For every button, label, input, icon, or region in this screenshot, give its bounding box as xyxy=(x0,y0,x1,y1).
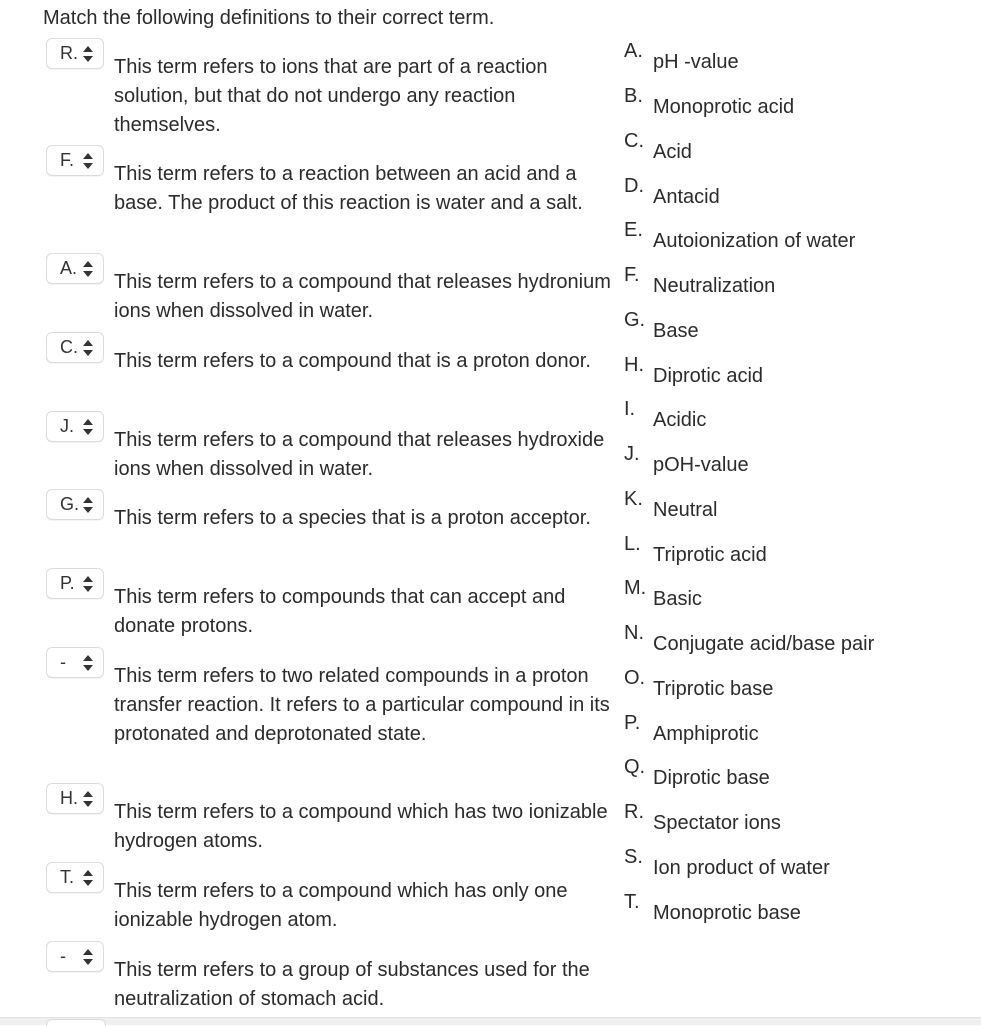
sort-arrows-icon xyxy=(83,949,93,965)
question-text: This term refers to a compound that is a proton donor. xyxy=(114,350,591,372)
option-term: Monoprotic acid xyxy=(653,96,795,118)
answer-select[interactable] xyxy=(46,145,104,176)
option-letter: Q. xyxy=(624,756,646,778)
sort-arrows-icon xyxy=(83,46,93,62)
option-item xyxy=(624,667,974,711)
option-term: pH -value xyxy=(653,51,739,73)
option-item xyxy=(624,488,974,532)
answer-select[interactable] xyxy=(46,568,104,599)
option-letter: O. xyxy=(624,667,646,689)
question-text: This term refers to a group of substances used for the neutralization of stomach acid. xyxy=(114,959,590,1010)
option-term: Diprotic base xyxy=(653,767,770,789)
option-term: Spectator ions xyxy=(653,812,781,834)
question-text: This term refers to a compound that releases hydronium ions when dissolved in water. xyxy=(114,271,611,322)
question-text: This term refers to a reaction between an acid and a base. The product of this reaction is water and a salt. xyxy=(114,163,583,214)
answer-select-value: - xyxy=(60,652,66,672)
option-letter: S. xyxy=(624,846,643,868)
answer-select-value: - xyxy=(60,946,66,966)
sort-arrows-icon xyxy=(83,655,93,671)
answer-select[interactable] xyxy=(46,647,104,678)
option-term: Conjugate acid/base pair xyxy=(653,633,875,655)
option-item xyxy=(624,85,974,129)
option-term: Triprotic base xyxy=(653,678,774,700)
instructions: Match the following definitions to their correct term. xyxy=(43,7,495,29)
answer-select-value: H. xyxy=(60,788,78,808)
sort-arrows-icon xyxy=(83,153,93,169)
sort-arrows-icon xyxy=(83,576,93,592)
answer-select[interactable] xyxy=(46,489,104,520)
answer-select[interactable] xyxy=(46,783,104,814)
sort-arrows-icon xyxy=(83,870,93,886)
sort-arrows-icon xyxy=(83,497,93,513)
option-letter: P. xyxy=(624,712,641,734)
answer-select-value: T. xyxy=(60,867,75,887)
option-letter: T. xyxy=(624,891,640,913)
option-item xyxy=(624,756,974,800)
option-item xyxy=(624,175,974,219)
question-text: This term refers to compounds that can accept and donate protons. xyxy=(114,586,566,637)
option-item xyxy=(624,891,974,935)
option-item xyxy=(624,264,974,308)
option-item xyxy=(624,354,974,398)
question-text: This term refers to a compound that releases hydroxide ions when dissolved in water. xyxy=(114,429,605,480)
option-letter: C. xyxy=(624,130,644,152)
option-item xyxy=(624,443,974,487)
sort-arrows-icon xyxy=(83,261,93,277)
option-item xyxy=(624,846,974,890)
option-item xyxy=(624,801,974,845)
option-term: Amphiprotic xyxy=(653,723,759,745)
question-text: This term refers to ions that are part of a reaction solution, but that do not undergo any reaction themselves. xyxy=(114,56,548,136)
option-term: Neutralization xyxy=(653,275,776,297)
option-item xyxy=(624,219,974,263)
option-item xyxy=(624,712,974,756)
option-letter: N. xyxy=(624,622,644,644)
sort-arrows-icon xyxy=(83,340,93,356)
option-term: Ion product of water xyxy=(653,857,830,879)
answer-select[interactable] xyxy=(46,862,104,893)
option-item xyxy=(624,130,974,174)
option-item xyxy=(624,40,974,84)
option-term: Acidic xyxy=(653,409,707,431)
answer-select-value: C. xyxy=(60,337,78,357)
option-term: Basic xyxy=(653,588,702,610)
option-item xyxy=(624,533,974,577)
option-letter: G. xyxy=(624,309,646,331)
option-letter: J. xyxy=(624,443,640,465)
option-letter: I. xyxy=(624,398,636,420)
option-letter: M. xyxy=(624,577,647,599)
question-text: This term refers to two related compounds in a proton transfer reaction. It refers to a particular compound in its protonated and deprotonated state. xyxy=(114,665,610,745)
option-term: Antacid xyxy=(653,186,720,208)
option-item xyxy=(624,577,974,621)
answer-select[interactable] xyxy=(46,253,104,284)
option-letter: B. xyxy=(624,85,643,107)
question-text: This term refers to a compound which has only one ionizable hydrogen atom. xyxy=(114,880,568,931)
option-term: Autoionization of water xyxy=(653,230,856,252)
question-text: This term refers to a compound which has two ionizable hydrogen atoms. xyxy=(114,801,608,852)
option-letter: F. xyxy=(624,264,640,286)
answer-select[interactable] xyxy=(46,38,104,69)
sort-arrows-icon xyxy=(83,791,93,807)
option-term: Base xyxy=(653,320,699,342)
option-item xyxy=(624,622,974,666)
option-letter: D. xyxy=(624,175,644,197)
option-letter: K. xyxy=(624,488,643,510)
option-letter: A. xyxy=(624,40,643,62)
option-term: pOH-value xyxy=(653,454,749,476)
option-letter: L. xyxy=(624,533,641,555)
answer-select[interactable] xyxy=(46,332,104,363)
answer-select[interactable] xyxy=(46,941,104,972)
option-item xyxy=(624,309,974,353)
question-text: This term refers to a species that is a proton acceptor. xyxy=(114,507,591,529)
sort-arrows-icon xyxy=(83,419,93,435)
answer-select-value: P. xyxy=(60,573,75,593)
option-term: Acid xyxy=(653,141,692,163)
option-letter: H. xyxy=(624,354,644,376)
option-term: Diprotic acid xyxy=(653,365,764,387)
answer-select-value: G. xyxy=(60,494,80,514)
option-term: Neutral xyxy=(653,499,718,521)
option-letter: R. xyxy=(624,801,644,823)
option-letter: E. xyxy=(624,219,643,241)
option-term: Monoprotic base xyxy=(653,902,801,924)
answer-select-value: F. xyxy=(60,150,75,170)
option-term: Triprotic acid xyxy=(653,544,767,566)
option-item xyxy=(624,398,974,442)
answer-select-value: R. xyxy=(60,43,78,63)
answer-select-value: A. xyxy=(60,258,78,278)
next-answer-select-partial[interactable] xyxy=(46,1019,106,1026)
answer-select-value: J. xyxy=(60,416,75,436)
answer-select[interactable] xyxy=(46,411,104,442)
